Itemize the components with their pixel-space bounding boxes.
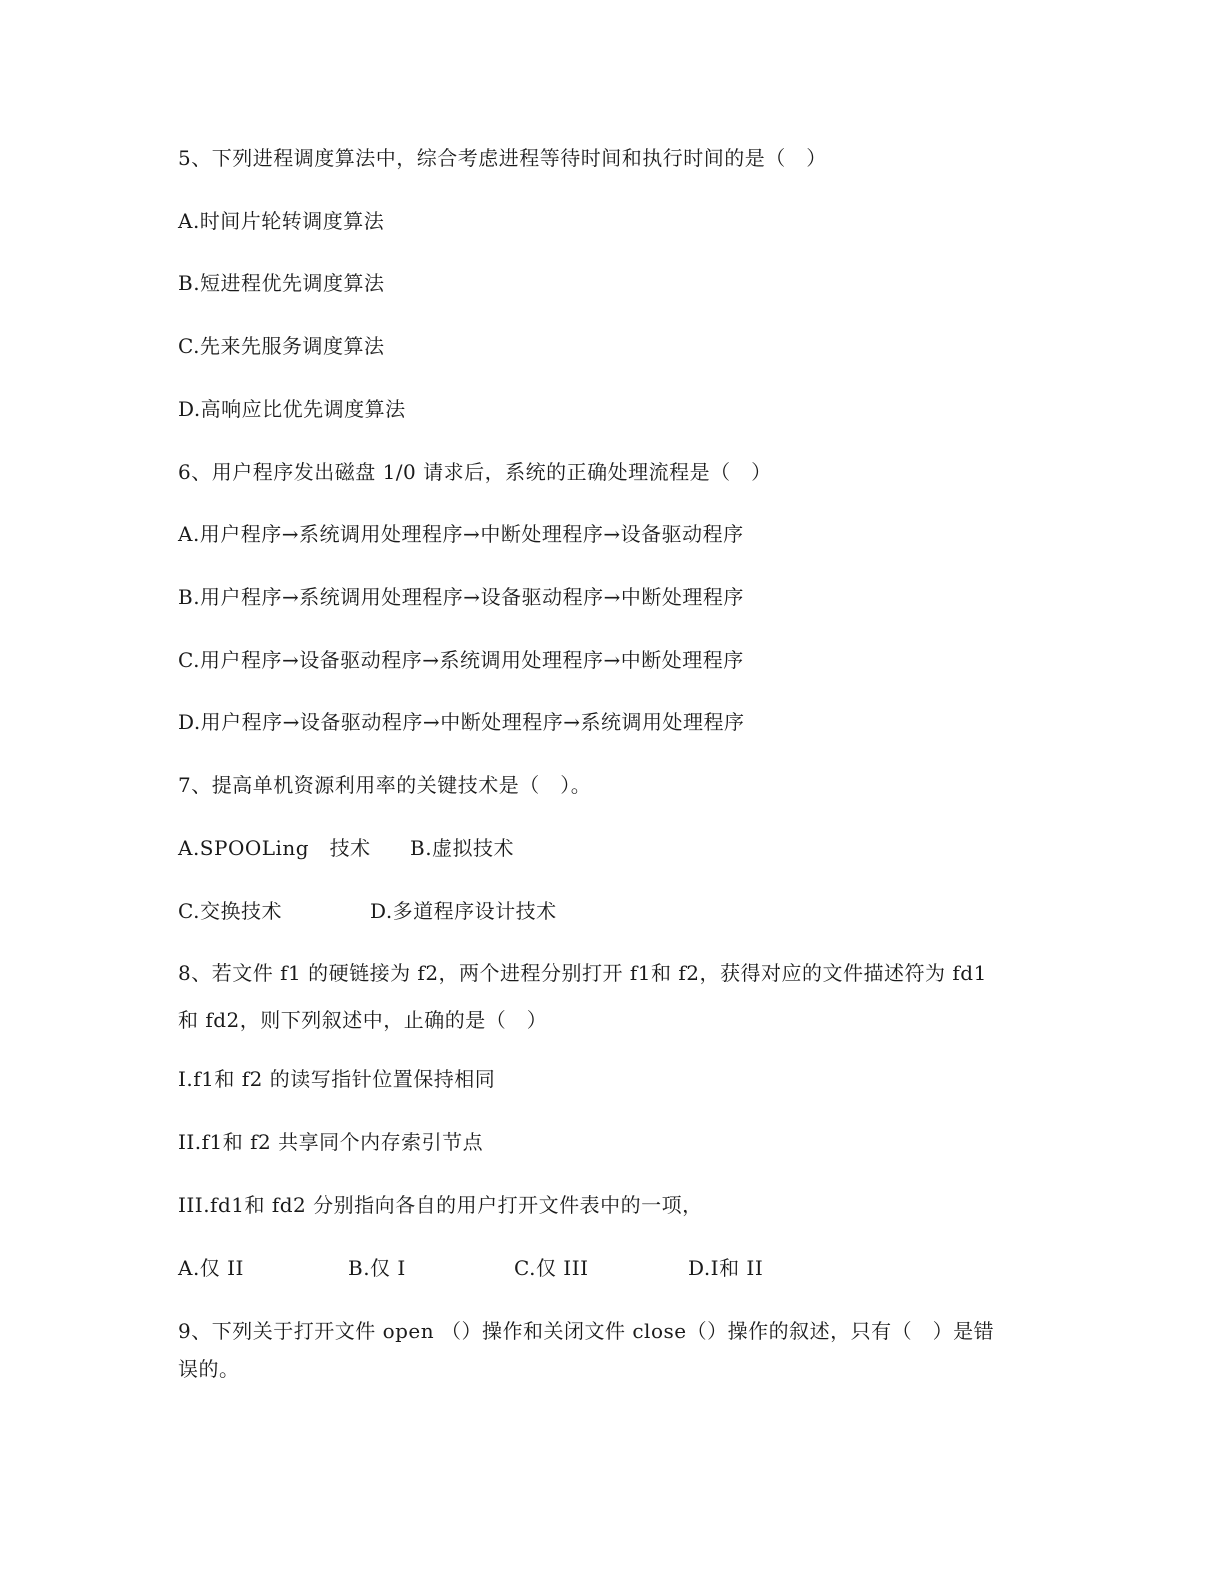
question-5-stem: 5、下列进程调度算法中，综合考虑进程等待时间和执行时间的是（ ） [178,146,827,170]
question-5-option-d: D.高响应比优先调度算法 [178,397,406,421]
question-8-option-b: B.仅 I [348,1256,406,1280]
question-5-option-a: A.时间片轮转调度算法 [178,209,385,233]
question-5-option-b: B.短进程优先调度算法 [178,271,385,295]
question-8-stem-line-2: 和 fd2，则下列叙述中，止确的是（ ） [178,1008,548,1032]
question-7-option-c: C.交换技术 [178,899,282,923]
question-8-option-c: C.仅 III [514,1256,589,1280]
question-9-stem-line-1: 9、下列关于打开文件 open （）操作和关闭文件 close（）操作的叙述，只有（ ）是错 [178,1319,995,1343]
question-8-option-a: A.仅 II [178,1256,244,1280]
question-6-option-c: C.用户程序→设备驱动程序→系统调用处理程序→中断处理程序 [178,648,744,672]
question-8-statement-1: I.f1和 f2 的读写指针位置保持相同 [178,1067,496,1091]
question-6-stem: 6、用户程序发出磁盘 1/0 请求后，系统的正确处理流程是（ ） [178,460,772,484]
question-7-option-b: B.虚拟技术 [410,836,515,860]
question-8-stem-line-1: 8、若文件 f1 的硬链接为 f2，两个进程分别打开 f1和 f2，获得对应的文件描述符为 fd1 [178,961,987,985]
question-6-option-a: A.用户程序→系统调用处理程序→中断处理程序→设备驱动程序 [178,522,744,546]
question-8-statement-3: III.fd1和 fd2 分别指向各自的用户打开文件表中的一项， [178,1193,703,1217]
question-7-stem: 7、提高单机资源利用率的关键技术是（ ）。 [178,773,592,797]
question-8-option-d: D.I和 II [688,1256,764,1280]
question-7-option-a: A.SPOOLing 技术 [178,836,371,860]
question-7-option-d: D.多道程序设计技术 [370,899,557,923]
question-6-option-d: D.用户程序→设备驱动程序→中断处理程序→系统调用处理程序 [178,710,745,734]
question-9-stem-line-2: 误的。 [178,1357,240,1381]
question-5-option-c: C.先来先服务调度算法 [178,334,385,358]
question-8-statement-2: II.f1和 f2 共享同个内存索引节点 [178,1130,484,1154]
question-6-option-b: B.用户程序→系统调用处理程序→设备驱动程序→中断处理程序 [178,585,744,609]
